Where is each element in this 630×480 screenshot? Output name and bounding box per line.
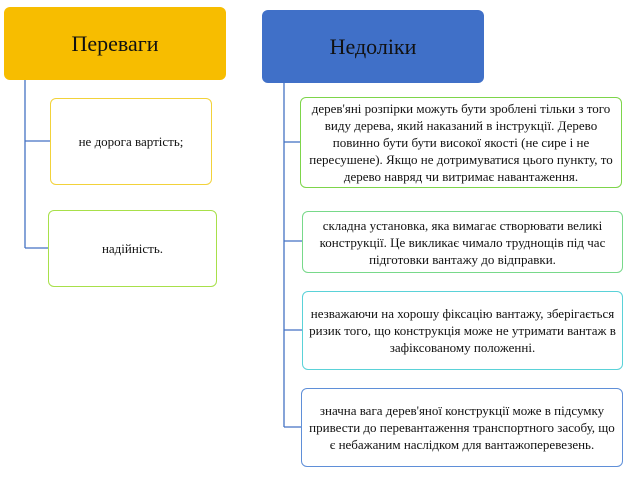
disadvantage-text: незважаючи на хорошу фіксацію вантажу, зберігається ризик того, що конструкція може не утримати вантаж в зафіксованому положенні. xyxy=(309,306,616,355)
advantages-header xyxy=(4,7,226,80)
disadvantage-card-installation xyxy=(302,211,623,273)
advantage-card-cost xyxy=(50,98,212,185)
advantage-text: не дорога вартість; xyxy=(78,134,184,149)
disadvantage-text: дерев'яні розпірки можуть бути зроблені тільки з того виду дерева, який наказаний в інструкції. Дерево повинно бути бути високої якості (не сире і не пересушене). Якщо не дотримуватися цього пункту, то дерево навряд чи витримає навантаження. xyxy=(309,101,613,184)
disadvantages-header xyxy=(262,10,484,83)
disadvantage-card-wood-type xyxy=(300,97,622,188)
disadvantages-title: Недоліки xyxy=(329,33,417,59)
disadvantage-card-weight xyxy=(301,388,623,467)
disadvantage-text: значна вага дерев'яної конструкції може в підсумку привести до перевантаження транспортного засобу, що є небажаним наслідком для вантажоперевезень. xyxy=(309,403,615,452)
advantage-text: надійність. xyxy=(101,241,164,256)
disadvantage-card-fixation-risk xyxy=(302,291,623,370)
advantage-card-reliability xyxy=(48,210,217,287)
disadvantage-text: складна установка, яка вимагає створювати великі конструкції. Це викликає чимало труднощів під час підготовки вантажу до відправки. xyxy=(319,217,606,267)
advantages-title: Переваги xyxy=(71,30,159,56)
